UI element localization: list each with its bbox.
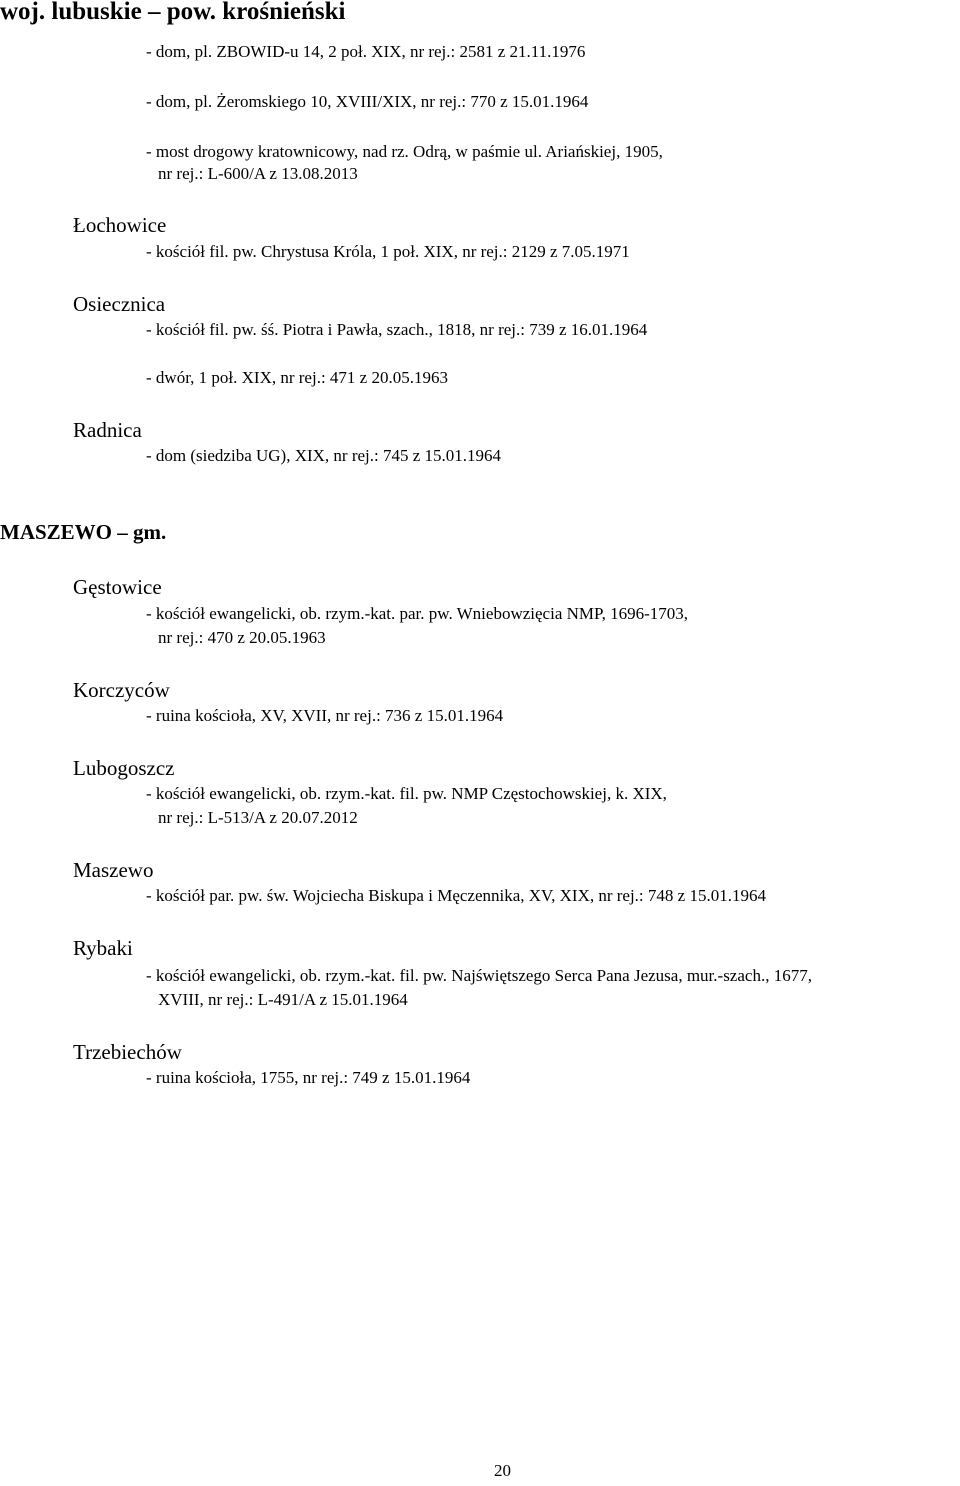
entry-rybaki-line1: - kościół ewangelicki, ob. rzym.-kat. fil. pw. Najświętszego Serca Pana Jezusa, mur.-szach., 1677, xyxy=(146,966,812,985)
entry-dom-zeromskiego: - dom, pl. Żeromskiego 10, XVIII/XIX, nr rej.: 770 z 15.01.1964 xyxy=(146,92,589,111)
place-rybaki: Rybaki xyxy=(73,936,133,960)
place-maszewo: Maszewo xyxy=(73,858,154,882)
entry-korczycow-ruin: - ruina kościoła, XV, XVII, nr rej.: 736 z 15.01.1964 xyxy=(146,706,504,725)
place-lochowice: Łochowice xyxy=(73,213,167,237)
entry-trzebiechow-ruin: - ruina kościoła, 1755, nr rej.: 749 z 15.01.1964 xyxy=(146,1068,471,1087)
place-gestowice: Gęstowice xyxy=(73,575,162,599)
entry-most-line1: - most drogowy kratownicowy, nad rz. Odrą, w paśmie ul. Ariańskiej, 1905, xyxy=(146,142,663,161)
entry-gestowice-line1: - kościół ewangelicki, ob. rzym.-kat. par. pw. Wniebowzięcia NMP, 1696-1703, xyxy=(146,604,688,623)
place-osiecznica: Osiecznica xyxy=(73,292,166,316)
entry-gestowice-line2: nr rej.: 470 z 20.05.1963 xyxy=(158,628,326,647)
entry-rybaki-line2: XVIII, nr rej.: L-491/A z 15.01.1964 xyxy=(158,990,408,1009)
entry-osiecznica-church: - kościół fil. pw. śś. Piotra i Pawła, szach., 1818, nr rej.: 739 z 16.01.1964 xyxy=(146,320,648,339)
place-lubogoszcz: Lubogoszcz xyxy=(73,756,175,780)
gmina-heading: MASZEWO – gm. xyxy=(0,520,167,544)
page-number: 20 xyxy=(494,1461,511,1480)
entry-maszewo-church: - kościół par. pw. św. Wojciecha Biskupa i Męczennika, XV, XIX, nr rej.: 748 z 15.01.1964 xyxy=(146,886,766,905)
entry-lubogoszcz-line2: nr rej.: L-513/A z 20.07.2012 xyxy=(158,808,358,827)
place-trzebiechow: Trzebiechów xyxy=(73,1040,182,1064)
entry-osiecznica-manor: - dwór, 1 poł. XIX, nr rej.: 471 z 20.05.1963 xyxy=(146,368,448,387)
entry-lubogoszcz-line1: - kościół ewangelicki, ob. rzym.-kat. fil. pw. NMP Częstochowskiej, k. XIX, xyxy=(146,784,667,803)
entry-dom-zbowid: - dom, pl. ZBOWID-u 14, 2 poł. XIX, nr rej.: 2581 z 21.11.1976 xyxy=(146,42,586,61)
place-radnica: Radnica xyxy=(73,418,142,442)
entry-radnica-house: - dom (siedziba UG), XIX, nr rej.: 745 z 15.01.1964 xyxy=(146,446,502,465)
entry-most-line2: nr rej.: L-600/A z 13.08.2013 xyxy=(158,164,358,183)
page-heading: woj. lubuskie – pow. krośnieński xyxy=(0,0,346,25)
entry-lochowice-church: - kościół fil. pw. Chrystusa Króla, 1 poł. XIX, nr rej.: 2129 z 7.05.1971 xyxy=(146,242,630,261)
place-korczycow: Korczyców xyxy=(73,678,170,702)
